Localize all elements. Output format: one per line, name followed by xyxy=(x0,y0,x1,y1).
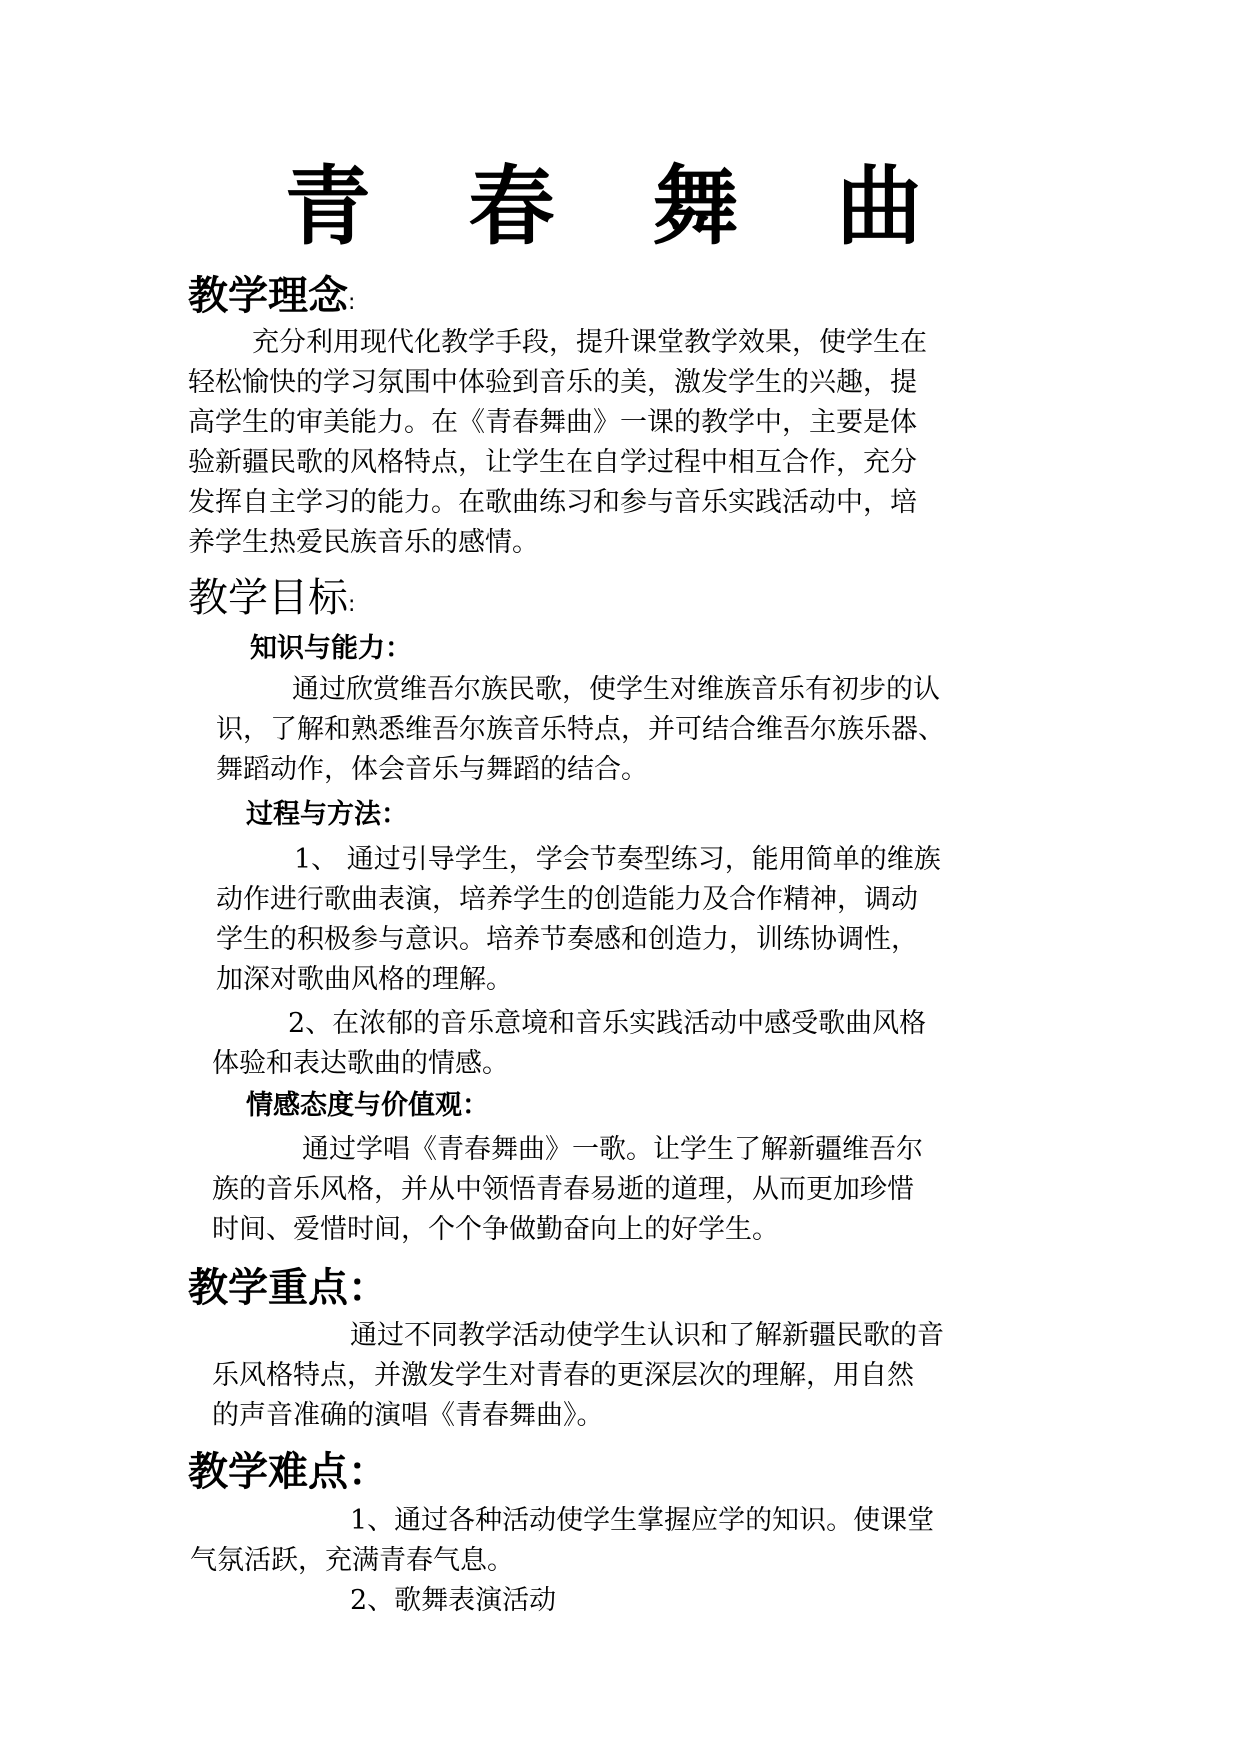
paragraph-line: 通过不同教学活动使学生认识和了解新疆民歌的音 xyxy=(350,1320,944,1351)
page-title: 青 春 舞 曲 xyxy=(284,157,957,257)
paragraph-line: 2、在浓郁的音乐意境和音乐实践活动中感受歌曲风格 xyxy=(288,1008,927,1039)
subheading-knowledge-ability: 知识与能力： xyxy=(250,633,412,664)
paragraph-line: 养学生热爱民族音乐的感情。 xyxy=(188,527,539,558)
paragraph-line: 通过欣赏维吾尔族民歌，使学生对维族音乐有初步的认 xyxy=(292,674,940,705)
heading-colon: : xyxy=(348,290,356,315)
paragraph-line: 通过学唱《青春舞曲》一歌。让学生了解新疆维吾尔 xyxy=(302,1134,923,1165)
subheading-emotion-values: 情感态度与价值观： xyxy=(246,1090,489,1121)
heading-teaching-focus: 教学重点： xyxy=(188,1265,388,1311)
paragraph-line: 1、通过各种活动使学生掌握应学的知识。使课堂 xyxy=(350,1505,935,1536)
paragraph-line: 充分利用现代化教学手段，提升课堂教学效果，使学生在 xyxy=(252,327,927,358)
paragraph-line: 加深对歌曲风格的理解。 xyxy=(216,964,513,995)
paragraph-line: 气氛活跃，充满青春气息。 xyxy=(190,1545,514,1576)
paragraph-line: 舞蹈动作，体会音乐与舞蹈的结合。 xyxy=(216,754,648,785)
heading-colon: : xyxy=(348,592,356,617)
heading-teaching-difficulty: 教学难点： xyxy=(188,1449,388,1495)
paragraph-line: 1、 通过引导学生，学会节奏型练习，能用简单的维族 xyxy=(294,844,941,875)
paragraph-line: 族的音乐风格，并从中领悟青春易逝的道理，从而更加珍惜 xyxy=(212,1174,914,1205)
paragraph-line: 发挥自主学习的能力。在歌曲练习和参与音乐实践活动中，培 xyxy=(188,487,917,518)
heading-text: 教学理念 xyxy=(188,273,348,319)
heading-text: 教学目标 xyxy=(188,575,348,621)
heading-teaching-objectives xyxy=(188,572,355,631)
heading-teaching-philosophy xyxy=(188,270,355,329)
paragraph-line: 轻松愉快的学习氛围中体验到音乐的美，激发学生的兴趣，提 xyxy=(188,367,917,398)
paragraph-line: 动作进行歌曲表演，培养学生的创造能力及合作精神，调动 xyxy=(216,884,918,915)
paragraph-line: 的声音准确的演唱《青春舞曲》。 xyxy=(212,1400,604,1431)
subheading-process-method: 过程与方法： xyxy=(246,799,408,830)
paragraph-line: 识，了解和熟悉维吾尔族音乐特点，并可结合维吾尔族乐器、 xyxy=(216,714,945,745)
paragraph-line: 验新疆民歌的风格特点，让学生在自学过程中相互合作，充分 xyxy=(188,447,917,478)
paragraph-line: 时间、爱惜时间，个个争做勤奋向上的好学生。 xyxy=(212,1214,779,1245)
paragraph-line: 高学生的审美能力。在《青春舞曲》一课的教学中，主要是体 xyxy=(188,407,917,438)
paragraph-line: 2、歌舞表演活动 xyxy=(350,1585,557,1616)
paragraph-line: 学生的积极参与意识。培养节奏感和创造力，训练协调性， xyxy=(216,924,918,955)
paragraph-line: 体验和表达歌曲的情感。 xyxy=(212,1048,509,1079)
paragraph-line: 乐风格特点，并激发学生对青春的更深层次的理解，用自然 xyxy=(212,1360,914,1391)
